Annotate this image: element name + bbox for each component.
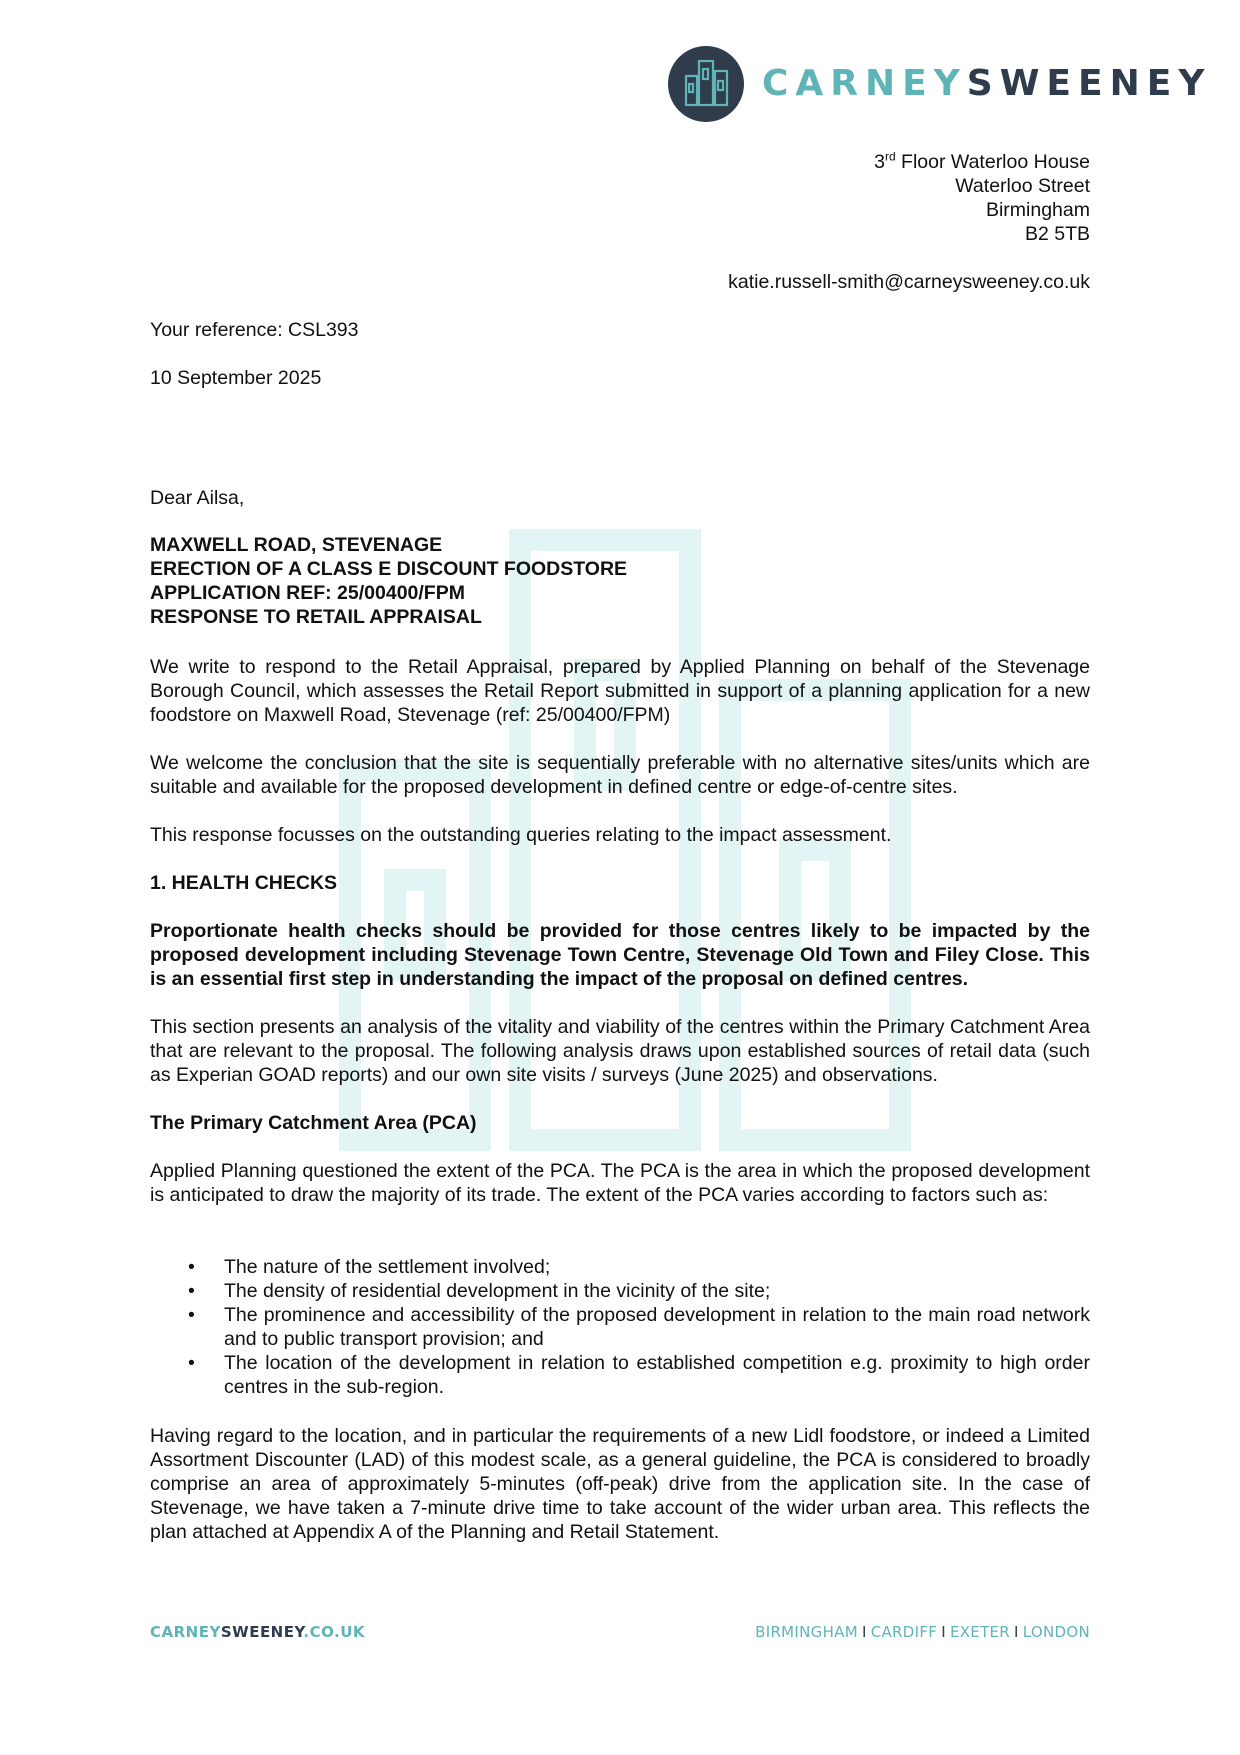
reference: Your reference: CSL393	[150, 319, 359, 341]
paragraph-sequential: We welcome the conclusion that the site is sequentially preferable with no alternative sites/units which are suitable and available for the proposed development in defined centre or edge-of-centre sites.	[150, 752, 1090, 798]
sender-address	[874, 150, 1090, 246]
address-line-2: Waterloo Street	[955, 175, 1090, 197]
list-item: • The location of the development in relation to established competition e.g. proximity to high order centres in the sub-region.	[188, 1352, 1090, 1398]
footer-website[interactable]: CARNEYSWEENEY.CO.UK	[150, 1623, 366, 1641]
subject-line-1: MAXWELL ROAD, STEVENAGE	[150, 534, 443, 556]
subject-line-3: APPLICATION REF: 25/00400/FPM	[150, 582, 465, 604]
subject-block	[150, 533, 1090, 629]
paragraph-analysis: This section presents an analysis of the vitality and viability of the centres within the Primary Catchment Area that are relevant to the proposal. The following analysis draws upon established sources of retail data (such as Experian GOAD reports) and our own site visits / surveys (June 2025) and observations.	[150, 1016, 1090, 1086]
office-exeter: EXETER	[949, 1623, 1011, 1641]
factors-list	[150, 1255, 1090, 1399]
subheading-pca: The Primary Catchment Area (PCA)	[150, 1112, 477, 1134]
address-line-3: Birmingham	[985, 199, 1090, 221]
list-item: • The density of residential development in the vicinity of the site;	[188, 1280, 771, 1302]
brand-name-part1: CARNEY	[762, 63, 967, 104]
office-cardiff: CARDIFF	[870, 1623, 938, 1641]
footer-offices: BIRMINGHAM I CARDIFF I EXETER I LONDON	[755, 1623, 1090, 1641]
paragraph-query-quote: Proportionate health checks should be provided for those centres likely to be impacted by the proposed development including Stevenage Town Centre, Stevenage Old Town and Filey Close. This is an essential first step in understanding the impact of the proposal on defined centres.	[150, 920, 1090, 990]
office-birmingham: BIRMINGHAM	[755, 1623, 858, 1641]
brand-wordmark	[762, 63, 1212, 104]
list-item: • The prominence and accessibility of the proposed development in relation to the main road network and to public transport provision; and	[188, 1304, 1090, 1350]
list-item: • The nature of the settlement involved;	[188, 1256, 551, 1278]
address-line-1: 3rd Floor Waterloo House	[874, 149, 1090, 173]
paragraph-drive-time: Having regard to the location, and in particular the requirements of a new Lidl foodstore, or indeed a Limited Assortment Discounter (LAD) of this modest scale, as a general guideline, the PCA is considered to broadly comprise an area of approximately 5-minutes (off-peak) drive from the application site. In the case of Stevenage, we have taken a 7-minute drive time to take account of the wider urban area. This reflects the plan attached at Appendix A of the Planning and Retail Statement.	[150, 1425, 1090, 1543]
office-london: LONDON	[1022, 1623, 1090, 1641]
address-line-4: B2 5TB	[1024, 223, 1090, 245]
sender-email[interactable]: katie.russell-smith@carneysweeney.co.uk	[728, 271, 1090, 293]
subject-line-4: RESPONSE TO RETAIL APPRAISAL	[150, 606, 482, 628]
paragraph-intro: We write to respond to the Retail Appraisal, prepared by Applied Planning on behalf of the Stevenage Borough Council, which assesses the Retail Report submitted in support of a planning application for a new foodstore on Maxwell Road, Stevenage (ref: 25/00400/FPM)	[150, 656, 1090, 726]
subject-line-2: ERECTION OF A CLASS E DISCOUNT FOODSTORE	[150, 558, 628, 580]
paragraph-focus: This response focusses on the outstanding queries relating to the impact assessment.	[150, 824, 892, 846]
salutation: Dear Ailsa,	[150, 487, 245, 509]
buildings-icon	[668, 46, 744, 122]
letter-date: 10 September 2025	[150, 367, 322, 389]
paragraph-pca: Applied Planning questioned the extent of the PCA. The PCA is the area in which the proposed development is anticipated to draw the majority of its trade. The extent of the PCA varies according to factors such as:	[150, 1160, 1090, 1206]
brand-name-part2: SWEENEY	[966, 63, 1212, 104]
section-heading-health-checks: 1. HEALTH CHECKS	[150, 872, 338, 894]
brand-logo	[668, 46, 1211, 122]
